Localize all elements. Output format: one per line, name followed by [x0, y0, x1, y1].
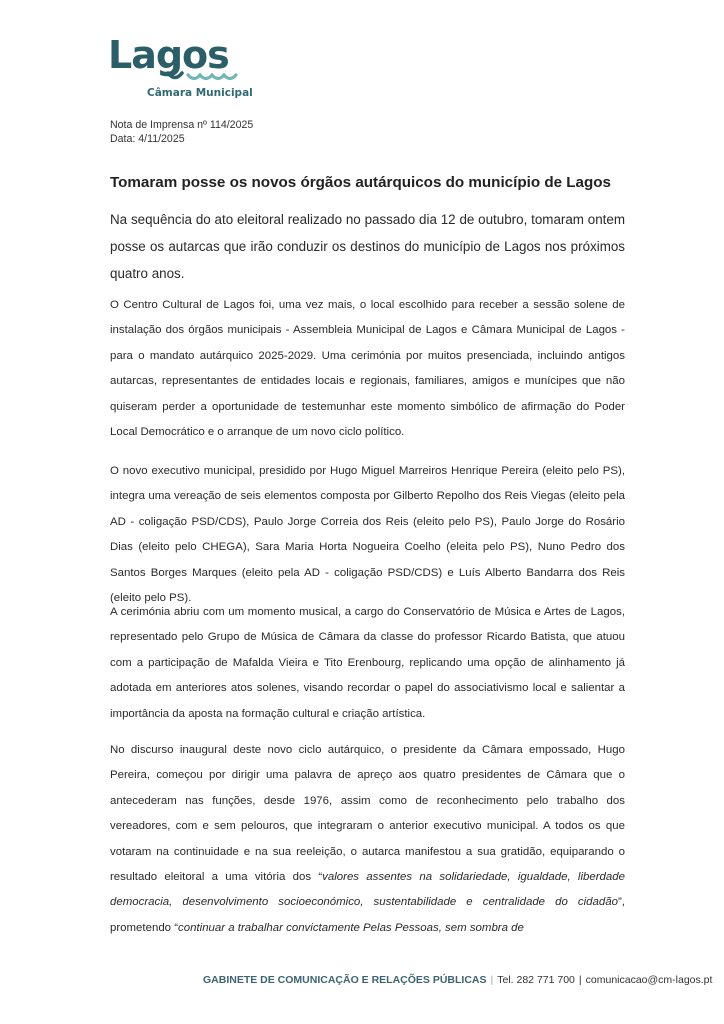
- body-paragraph-speech: [110, 738, 625, 941]
- footer-email[interactable]: comunicacao@cm-lagos.pt: [585, 974, 713, 986]
- press-note-date: Data: 4/11/2025: [110, 133, 185, 145]
- footer-separator: |: [578, 974, 582, 986]
- body-paragraph: A cerimónia abriu com um momento musical, a cargo do Conservatório de Música e Artes de Lagos, representado pelo Grupo de Música de Câmara da classe do professor Ricardo Batista, que atuou com a participação de Mafalda Vieira e Tito Erenbourg, replicando uma opção de alinhamento já adotada em anteriores atos solenes, visando recordar o papel do associativismo local e salientar a importância da aposta na formação cultural e criação artística.: [110, 606, 625, 720]
- body-paragraph: O Centro Cultural de Lagos foi, uma vez mais, o local escolhido para receber a sessão solene de instalação dos órgãos municipais - Assembleia Municipal de Lagos e Câmara Municipal de Lagos - para o mandato autárquico 2025-2029. Uma cerimónia por muitos presenciada, incluindo antigos autarcas, representantes de entidades locais e regionais, familiares, amigos e munícipes que não quiseram perder a oportunidade de testemunhar este momento simbólico de afirmação do Poder Local Democrático e o arranque de um novo ciclo político.: [110, 299, 625, 439]
- logo-subtitle: Câmara Municipal: [147, 87, 253, 99]
- speech-text: No discurso inaugural deste novo ciclo autárquico, o presidente da Câmara empossado, Hugo Pereira, começou por dirigir uma palavra de apreço aos quatro presidentes de Câmara que o antecederam nas funções, desde 1976, assim como de reconhecimento pelo trabalho dos vereadores, com e sem pelouros, que integraram o anterior executivo municipal. A todos os que votaram na continuidade e na sua reeleição, o autarca manifestou a sua gratidão, equiparando o resultado eleitoral a uma vitória dos “: [110, 744, 625, 884]
- speech-quote: valores assentes na solidariedade, igualdade, liberdade democracia, desenvolvimento socioeconómico, sustentabilidade e centralidade do cidadão: [110, 871, 625, 909]
- press-note-number: Nota de Imprensa nº 114/2025: [110, 119, 254, 131]
- footer-department: GABINETE DE COMUNICAÇÃO E RELAÇÕES PÚBLICAS: [203, 974, 487, 986]
- footer-phone: Tel. 282 771 700: [497, 974, 575, 986]
- logo-wordmark: Lagos: [108, 33, 229, 77]
- speech-text: ”, prometendo “: [110, 896, 625, 934]
- municipality-logo: [108, 33, 253, 104]
- press-note-meta: [110, 118, 253, 146]
- logo-waves-icon: [166, 70, 246, 84]
- speech-quote: continuar a trabalhar convictamente Pelas Pessoas, sem sombra de: [178, 921, 524, 934]
- article-title: Tomaram posse os novos órgãos autárquicos do município de Lagos: [110, 174, 611, 191]
- lead-paragraph: Na sequência do ato eleitoral realizado no passado dia 12 de outubro, tomaram ontem posse os autarcas que irão conduzir os destinos do município de Lagos nos próximos quatro anos.: [110, 212, 625, 281]
- page-footer: [203, 974, 712, 986]
- footer-separator: |: [490, 974, 494, 986]
- body-paragraph: O novo executivo municipal, presidido por Hugo Miguel Marreiros Henrique Pereira (eleito pelo PS), integra uma vereação de seis elementos composta por Gilberto Repolho dos Reis Viegas (eleito pela AD - coligação PSD/CDS), Paulo Jorge Correia dos Reis (eleito pelo PS), Paulo Jorge do Rosário Dias (eleito pelo CHEGA), Sara Maria Horta Nogueira Coelho (eleita pelo PS), Nuno Pedro dos Santos Borges Marques (eleito pela AD - coligação PSD/CDS) e Luís Alberto Bandarra dos Reis (eleito pelo PS).: [110, 465, 625, 605]
